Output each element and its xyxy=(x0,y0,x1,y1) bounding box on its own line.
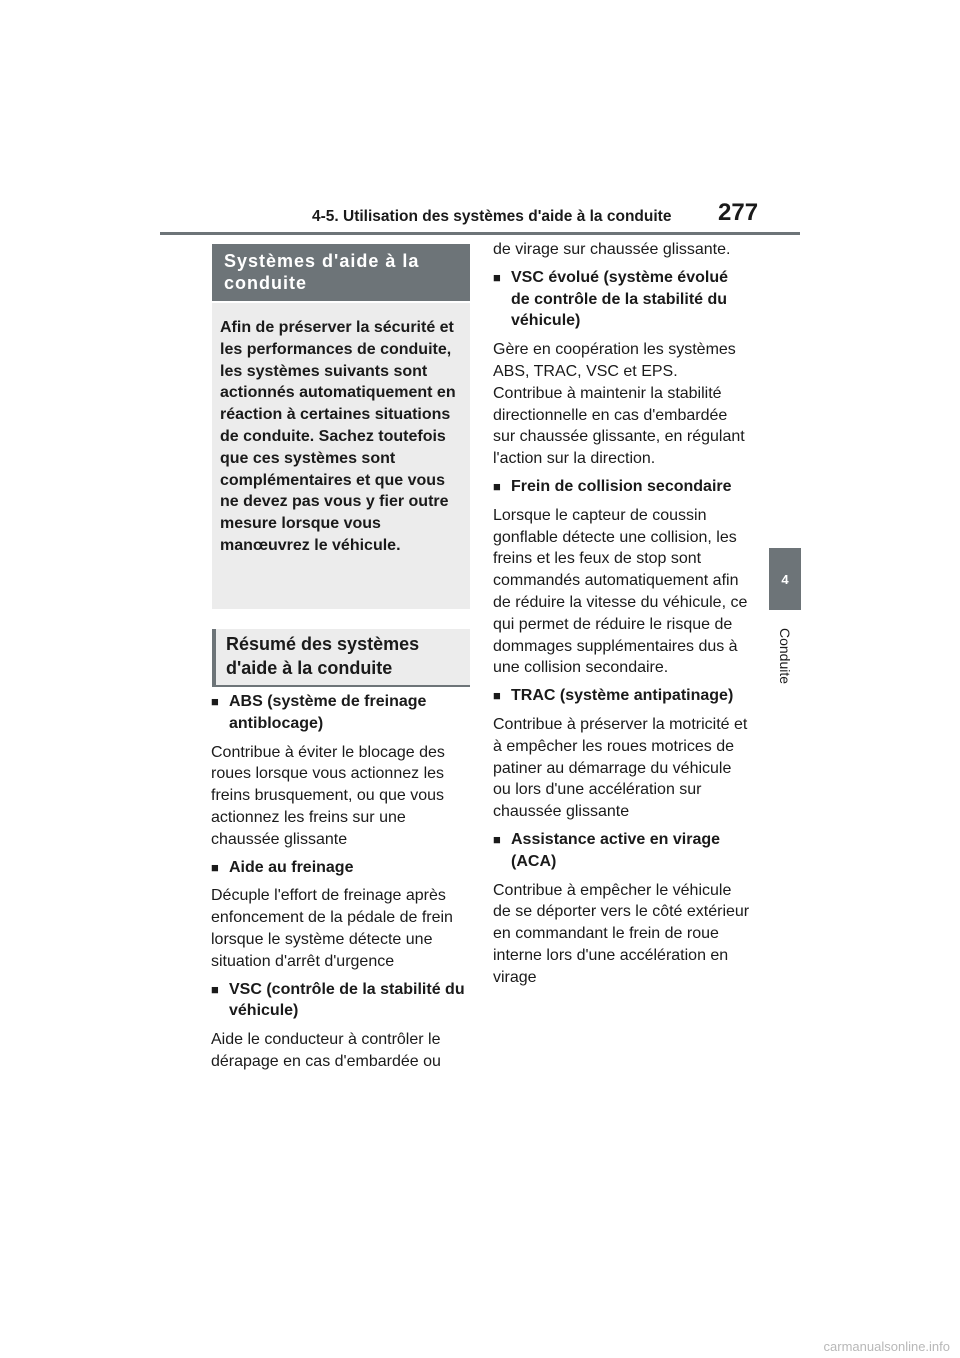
item-description: Contribue à empêcher le véhicule de se déporter vers le côté extérieur en commandant le frein de roue interne lors d'une accélération en virage xyxy=(493,881,750,986)
item-title: Frein de collision secondaire xyxy=(511,477,732,495)
chapter-label-text: Conduite xyxy=(777,627,794,685)
item-brake-assist xyxy=(211,857,469,973)
continued-text: de virage sur chaussée glissante. xyxy=(493,241,731,258)
square-bullet-icon: ■ xyxy=(493,478,501,494)
item-title: Assistance active en virage (ACA) xyxy=(511,830,721,870)
header-divider xyxy=(160,232,800,235)
section-title-banner: Systèmes d'aide à la conduite xyxy=(212,244,470,301)
left-column xyxy=(211,691,469,1079)
item-secondary-collision-brake xyxy=(493,476,751,679)
item-description-2: Contribue à maintenir la stabilité directionnelle en cas d'embardée sur chaussée glissante, en régulant l'action sur la direction. xyxy=(493,384,745,468)
footer-watermark: carmanualsonline.info xyxy=(823,1339,950,1354)
item-abs xyxy=(211,691,469,851)
item-aca xyxy=(493,829,751,989)
item-description: Gère en coopération les systèmes ABS, TRAC, VSC et EPS. xyxy=(493,341,736,380)
item-description: Contribue à éviter le blocage des roues lorsque vous actionnez les freins brusquement, ou que vous actionnez les freins sur une chaussée glissante xyxy=(211,743,445,848)
item-description: Décuple l'effort de freinage après enfoncement de la pédale de frein lorsque le système détecte une situation d'arrêt d'urgence xyxy=(211,887,453,970)
item-description: Lorsque le capteur de coussin gonflable détecte une collision, les freins et les feux de stop sont commandés automatiquement afin de réduire la vitesse du véhicule, ce qui permet de réduire le risque de dommages supplémentaires dus à une collision secondaire. xyxy=(493,506,748,677)
square-bullet-icon: ■ xyxy=(211,859,219,875)
right-column xyxy=(493,239,751,995)
running-header: 4-5. Utilisation des systèmes d'aide à la conduite xyxy=(312,208,672,225)
square-bullet-icon: ■ xyxy=(493,831,501,847)
item-vsc xyxy=(211,979,469,1073)
chapter-label xyxy=(769,618,801,694)
item-title: ABS (système de freinage antiblocage) xyxy=(229,693,427,732)
item-title: TRAC (système antipatinage) xyxy=(511,687,734,705)
square-bullet-icon: ■ xyxy=(493,688,501,704)
square-bullet-icon: ■ xyxy=(493,269,501,285)
summary-heading: Résumé des systèmes d'aide à la conduite xyxy=(212,629,470,687)
intro-box: Afin de préserver la sécurité et les performances de conduite, les systèmes suivants sont actionnés automatiquement en réaction à certaines situations de conduite. Sachez toutefois que ces systèmes sont complémentaires et que vous ne devez pas vous y fier outre mesure lorsque vous manœuvrez le véhicule. xyxy=(212,303,470,609)
item-title: Aide au freinage xyxy=(229,858,354,876)
item-title: VSC (contrôle de la stabilité du véhicule) xyxy=(229,980,465,1020)
item-title: VSC évolué (système évolué de contrôle de la stabilité du véhicule) xyxy=(511,268,728,330)
square-bullet-icon: ■ xyxy=(211,981,219,997)
chapter-tab: 4 xyxy=(769,548,801,610)
item-description: Aide le conducteur à contrôler le dérapage en cas d'embardée ou xyxy=(211,1031,441,1070)
item-vsc-evolved xyxy=(493,267,751,470)
page-number: 277 xyxy=(718,199,759,226)
item-trac xyxy=(493,685,751,823)
item-description: Contribue à préserver la motricité et à empêcher les roues motrices de patiner au démarrage du véhicule ou lors d'une accélération sur chaussée glissante xyxy=(493,715,748,821)
square-bullet-icon: ■ xyxy=(211,694,219,709)
